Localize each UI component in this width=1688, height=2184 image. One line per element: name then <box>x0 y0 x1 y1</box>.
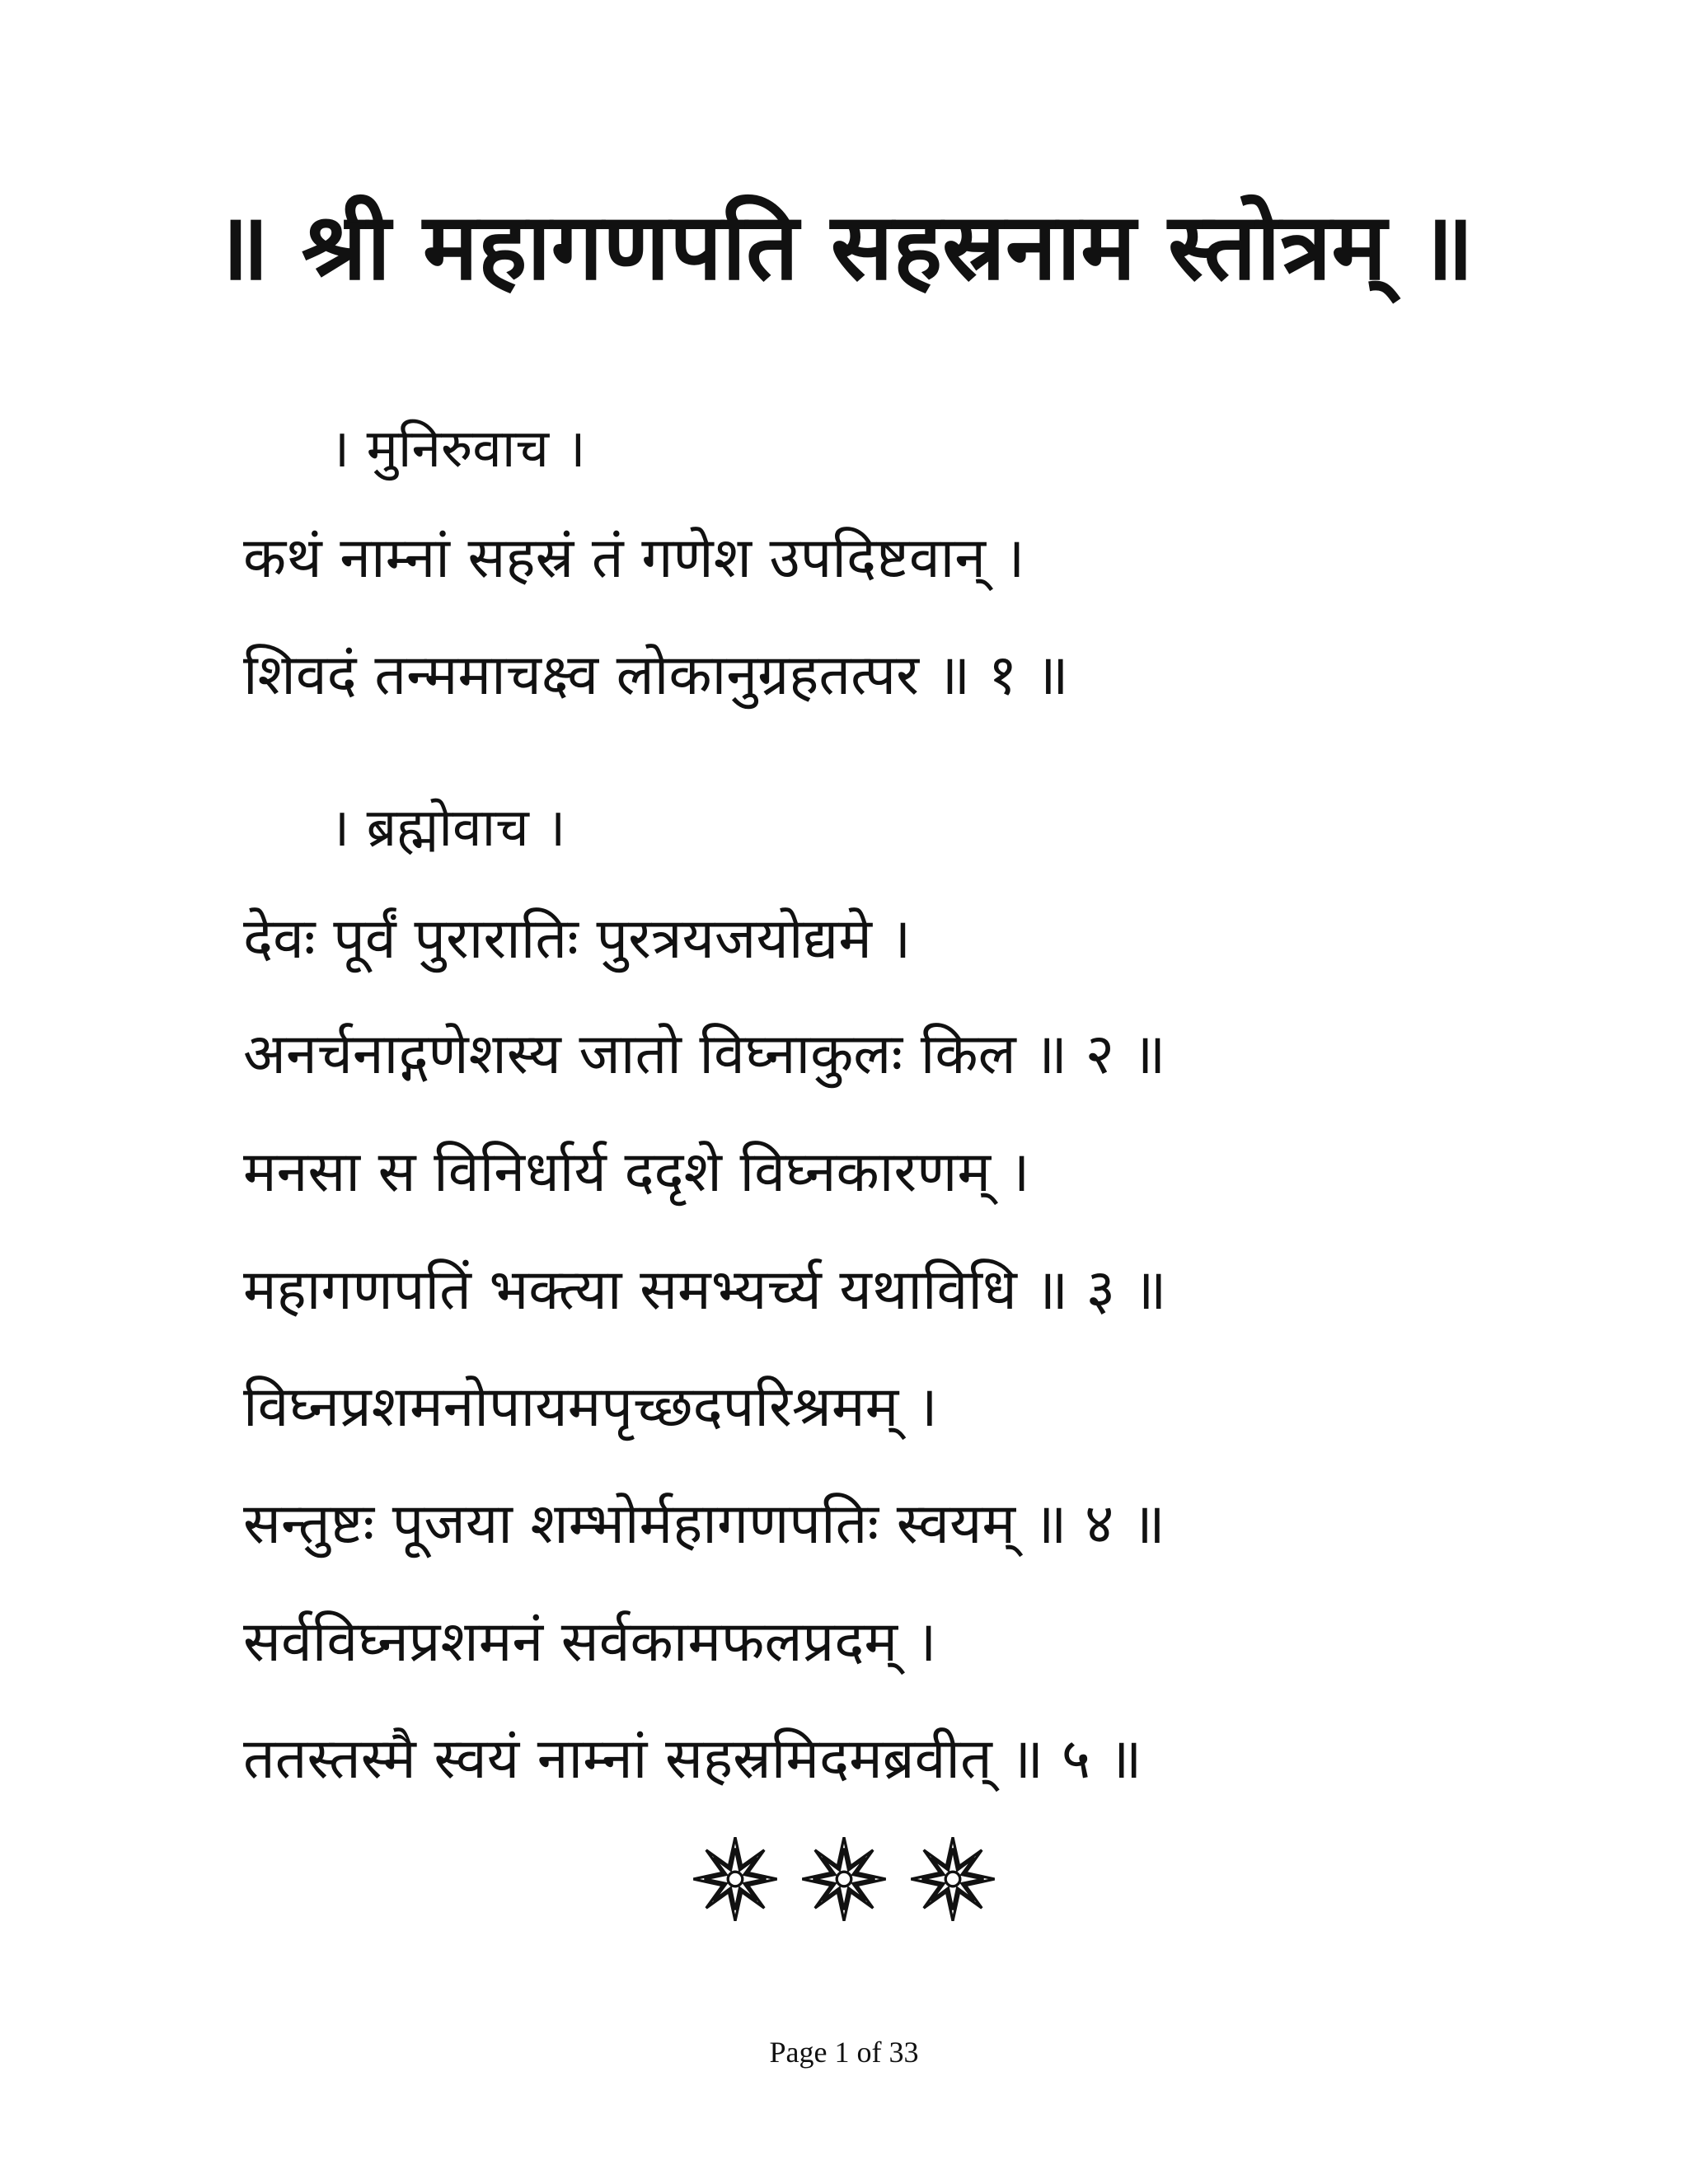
page-footer: Page 1 of 33 <box>769 2036 919 2069</box>
verse-line: कथं नाम्नां सहस्रं तं गणेश उपदिष्टवान् । <box>243 526 1025 591</box>
verse-line: ततस्तस्मै स्वयं नाम्नां सहस्रमिदमब्रवीत् ॥ ५ ॥ <box>243 1727 1142 1792</box>
lotus-star-icon <box>799 1834 889 1924</box>
verse-line: शिवदं तन्ममाचक्ष्व लोकानुग्रहतत्पर ॥ १ ॥ <box>243 643 1069 708</box>
speaker-heading-brahma: । ब्रह्मोवाच । <box>330 798 566 859</box>
verse-line: अनर्चनाद्गणेशस्य जातो विघ्नाकुलः किल ॥ २ ॥ <box>243 1022 1166 1087</box>
verse-line: विघ्नप्रशमनोपायमपृच्छदपरिश्रमम् । <box>243 1375 938 1440</box>
page-title: ॥ श्री महागणपति सहस्रनाम स्तोत्रम् ॥ <box>213 194 1475 301</box>
verse-line: मनसा स विनिर्धार्य ददृशे विघ्नकारणम् । <box>243 1140 1030 1205</box>
ornament-row <box>0 1834 1688 1924</box>
verse-line: सर्वविघ्नप्रशमनं सर्वकामफलप्रदम् । <box>243 1610 937 1675</box>
lotus-star-icon <box>907 1834 998 1924</box>
lotus-star-icon <box>690 1834 781 1924</box>
verse-line: महागणपतिं भक्त्या समभ्यर्च्य यथाविधि ॥ ३ ॥ <box>243 1258 1167 1323</box>
verse-line: सन्तुष्टः पूजया शम्भोर्महागणपतिः स्वयम् ॥ ४ ॥ <box>243 1492 1165 1557</box>
speaker-heading-muni: । मुनिरुवाच । <box>330 419 586 480</box>
verse-line: देवः पूर्वं पुरारातिः पुरत्रयजयोद्यमे । <box>243 907 912 972</box>
